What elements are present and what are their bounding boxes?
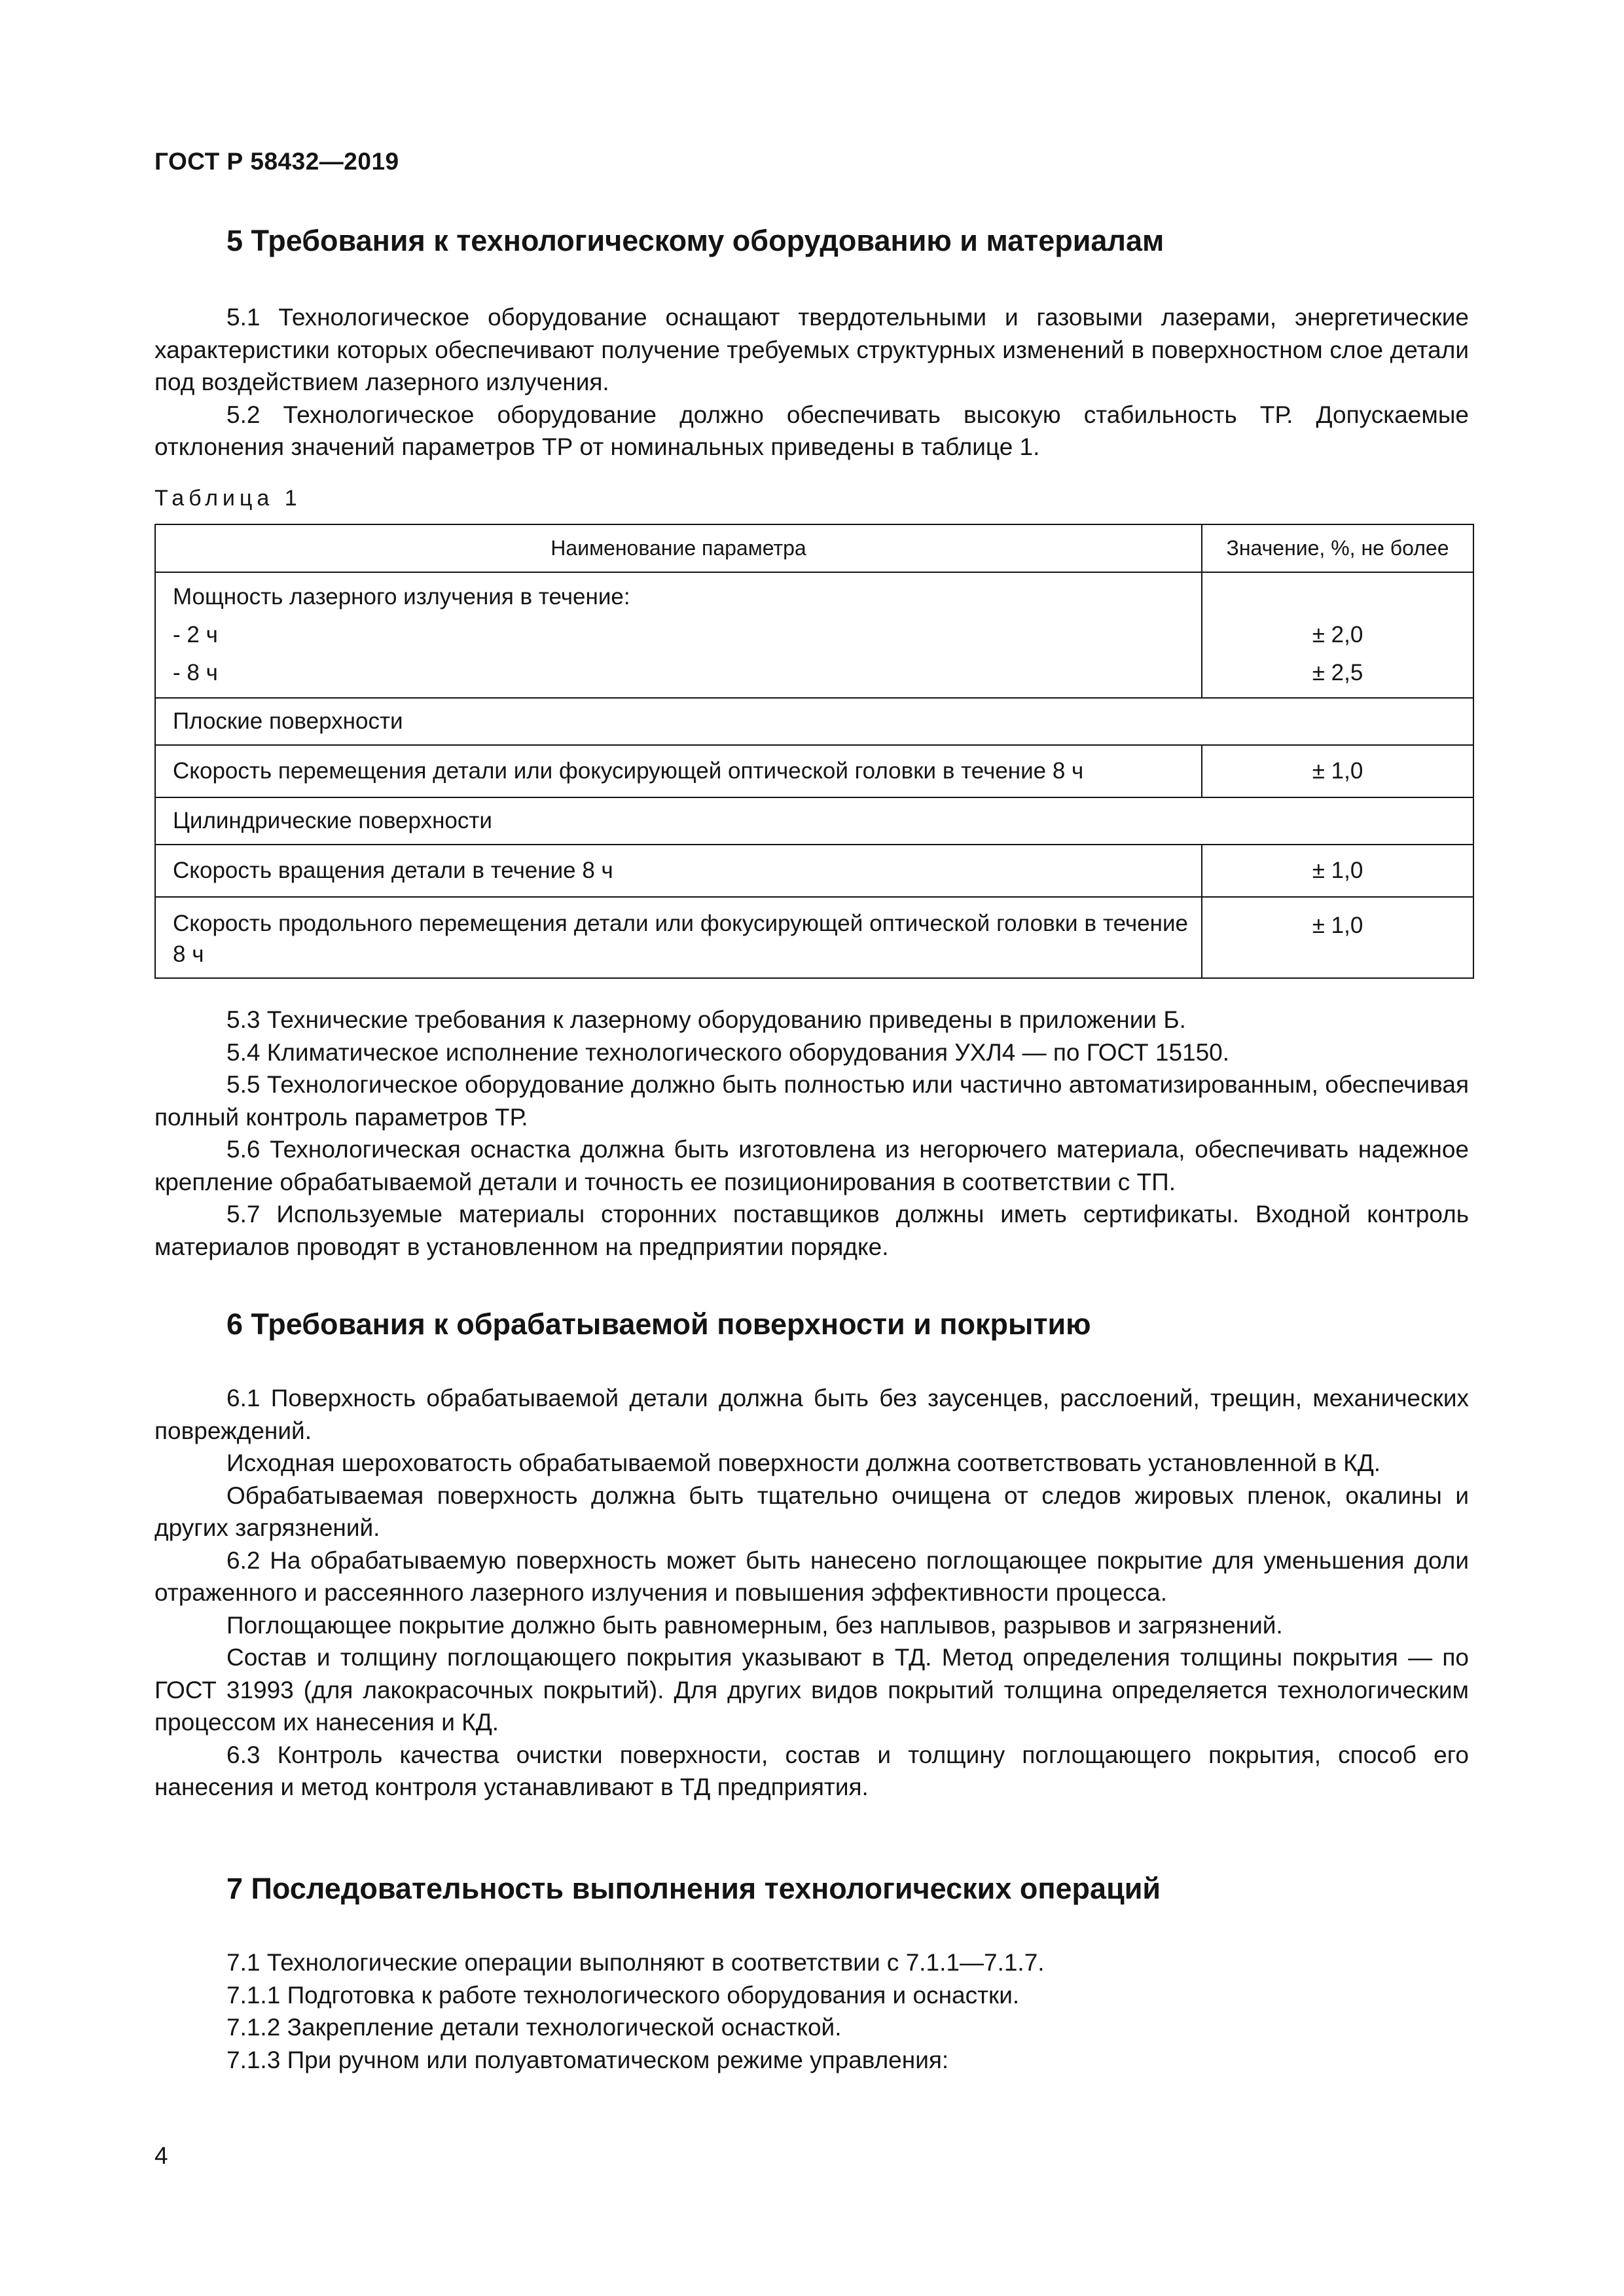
- table-caption: Таблица 1: [154, 486, 302, 511]
- speed-long-value: ± 1,0: [1202, 897, 1473, 978]
- speed-long-label: Скорость продольного перемещения детали или фокусирующей оптической головки в течение 8 ч: [155, 897, 1202, 978]
- power-values-cell: [1202, 572, 1473, 698]
- paragraph-5-1: 5.1 Технологическое оборудование оснащают твердотельными и газовыми лазерами, энергетические характеристики которых обеспечивают получение требуемых структурных изменений в поверхностном слое детали под воздействием лазерного излучения.: [154, 304, 1469, 395]
- paragraph-5-4: 5.4 Климатическое исполнение технологического оборудования УХЛ4 — по ГОСТ 15150.: [226, 1038, 1230, 1066]
- paragraph-5-5: 5.5 Технологическое оборудование должно быть полностью или частично автоматизированным, обеспечивая полный контроль параметров ТР.: [154, 1071, 1469, 1131]
- paragraph-6-3: 6.3 Контроль качества очистки поверхности, состав и толщину поглощающего покрытия, способ его нанесения и метод контроля устанавливают в ТД предприятия.: [154, 1741, 1469, 1800]
- power-2h-label: - 2 ч: [173, 622, 218, 647]
- paragraph-5-7: 5.7 Используемые материалы сторонних поставщиков должны иметь сертификаты. Входной контроль материалов проводят в установленном на предприятии порядке.: [154, 1201, 1469, 1260]
- speed-move-label: Скорость перемещения детали или фокусирующей оптической головки в течение 8 ч: [155, 745, 1202, 797]
- power-8h-label: - 8 ч: [173, 660, 218, 685]
- paragraph-6-2: 6.2 На обрабатываемую поверхность может быть нанесено поглощающее покрытие для уменьшения доли отраженного и рассеянного лазерного излучения и повышения эффективности процесса.: [154, 1546, 1469, 1606]
- speed-move-value: ± 1,0: [1202, 745, 1473, 797]
- table-row: [155, 797, 1473, 845]
- paragraph-6-1-c: Обрабатываемая поверхность должна быть тщательно очищена от следов жировых пленок, окалины и других загрязнений.: [154, 1482, 1469, 1541]
- power-2h-value: ± 2,0: [1312, 622, 1363, 647]
- paragraph-5-6: 5.6 Технологическая оснастка должна быть изготовлена из негорючего материала, обеспечивать надежное крепление обрабатываемой детали и точность ее позиционирования в соответствии с ТП.: [154, 1136, 1469, 1195]
- power-cell: [155, 572, 1202, 698]
- section-6: [154, 1305, 1469, 1804]
- paragraph-7-1-2: 7.1.2 Закрепление детали технологической оснасткой.: [226, 2014, 842, 2041]
- section-5-title: 5 Требования к технологическому оборудованию и материалам: [226, 224, 1164, 257]
- table-row: [155, 745, 1473, 797]
- paragraph-6-2-b: Поглощающее покрытие должно быть равномерным, без наплывов, разрывов и загрязнений.: [226, 1611, 1283, 1639]
- paragraph-7-1: 7.1 Технологические операции выполняют в соответствии с 7.1.1—7.1.7.: [226, 1949, 1045, 1976]
- table-header-row: [155, 524, 1473, 572]
- paragraph-7-1-3: 7.1.3 При ручном или полуавтоматическом режиме управления:: [226, 2046, 949, 2073]
- header-param: Наименование параметра: [155, 524, 1202, 572]
- table-row: [155, 572, 1473, 698]
- document-header: ГОСТ Р 58432—2019: [154, 148, 399, 175]
- paragraph-5-2: 5.2 Технологическое оборудование должно обеспечивать высокую стабильность ТР. Допускаемые отклонения значений параметров ТР от номинальных приведены в таблице 1.: [154, 401, 1469, 460]
- speed-rot-value: ± 1,0: [1202, 845, 1473, 897]
- section-6-title: 6 Требования к обрабатываемой поверхности и покрытию: [226, 1307, 1091, 1341]
- power-8h-value: ± 2,5: [1312, 660, 1363, 685]
- table-row: [155, 897, 1473, 978]
- paragraph-6-1-b: Исходная шероховатость обрабатываемой поверхности должна соответствовать установленной в КД.: [226, 1449, 1381, 1476]
- cylindrical-surfaces-row: Цилиндрические поверхности: [155, 797, 1473, 845]
- section-5: [154, 221, 1469, 464]
- paragraph-6-1: 6.1 Поверхность обрабатываемой детали должна быть без заусенцев, расслоений, трещин, механических повреждений.: [154, 1385, 1469, 1444]
- paragraph-7-1-1: 7.1.1 Подготовка к работе технологического оборудования и оснастки.: [226, 1981, 1020, 2009]
- header-value: Значение, %, не более: [1202, 524, 1473, 572]
- speed-rot-label: Скорость вращения детали в течение 8 ч: [155, 845, 1202, 897]
- page-number: 4: [154, 2142, 168, 2169]
- table-row: [155, 698, 1473, 745]
- paragraph-5-3: 5.3 Технические требования к лазерному оборудованию приведены в приложении Б.: [226, 1006, 1186, 1033]
- paragraph-6-2-c: Состав и толщину поглощающего покрытия указывают в ТД. Метод определения толщины покрытия — по ГОСТ 31993 (для лакокрасочных покрытий). Для других видов покрытий толщина определяется технологическим процессом их нанесения и КД.: [154, 1644, 1469, 1736]
- section-7: [154, 1869, 1469, 2076]
- parameters-table: [154, 524, 1474, 979]
- power-label: Мощность лазерного излучения в течение:: [173, 584, 630, 610]
- section-7-title: 7 Последовательность выполнения технологических операций: [226, 1872, 1161, 1905]
- section-5-continued: [154, 1004, 1469, 1263]
- flat-surfaces-row: Плоские поверхности: [155, 698, 1473, 745]
- table-row: [155, 845, 1473, 897]
